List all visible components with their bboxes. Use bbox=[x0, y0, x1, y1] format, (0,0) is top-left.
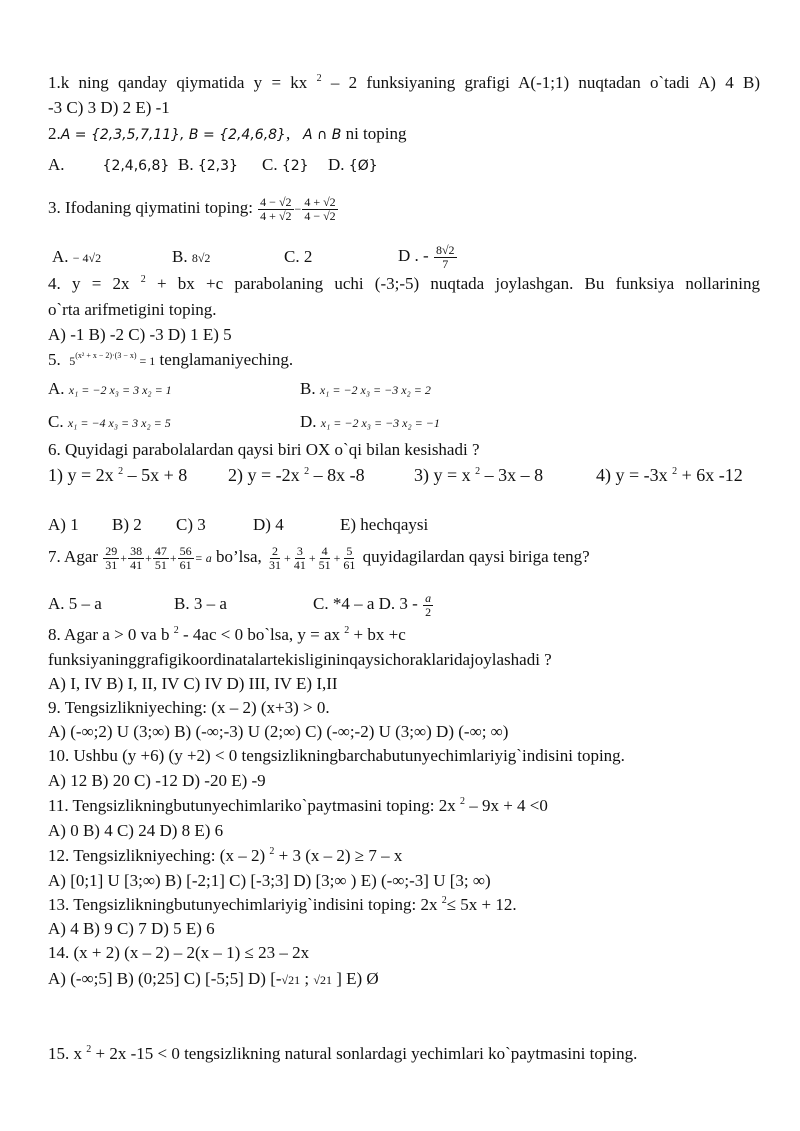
q2-number: 2. bbox=[48, 124, 61, 143]
q5-opt-b: B. x₁ = −2 x₃ = −3 x₂ = 2 bbox=[300, 379, 431, 398]
question-15: 15. x $^2$ + 2x -15 < 0 tengsizlikning natural sonlardagi yechimlari ko`paytmasini toping. bbox=[48, 1044, 638, 1063]
q3-opt-b: B. 8√2 bbox=[172, 247, 211, 266]
q7-opt-c-d: C. *4 – a D. 3 - $\frac{a}{2}$ bbox=[313, 590, 432, 619]
q2-tail: ni toping bbox=[341, 124, 407, 143]
q8-options: A) I, IV B) I, II, IV C) IV D) III, IV E) I,II bbox=[48, 674, 338, 693]
q2-opt-b: B. {2,3} bbox=[178, 155, 238, 174]
q1-text: 1.k ning qanday qiymatida y = kx bbox=[48, 73, 317, 92]
q10-options: A) 12 B) 20 C) -12 D) -20 E) -9 bbox=[48, 771, 266, 790]
q1-text-end: – 2 funksiyaning grafigi A(-1;1) nuqtadan o`tadi A) 4 B) bbox=[321, 73, 760, 92]
set-a: A = {2,3,5,7,11} bbox=[60, 127, 181, 143]
q9-options: A) (-∞;2) U (3;∞) B) (-∞;-3) U (2;∞) C) (-∞;-2) U (3;∞) D) (-∞; ∞) bbox=[48, 722, 509, 741]
set-b: , B = {2,4,6,8} bbox=[180, 127, 286, 143]
q3-opt-c: C. 2 bbox=[284, 247, 313, 266]
q6-opt-b: B) 2 bbox=[112, 515, 142, 534]
q1-exponent: 2 bbox=[316, 73, 322, 84]
q3-fraction-1: $\frac{4 - √2}{4 + √2}$ bbox=[260, 194, 292, 223]
question-4: 4. y = 2x $^2$ + bx +c parabolaning uchi (-3;-5) nuqtada joylashgan. Bu funksiya nollarining bbox=[48, 274, 760, 293]
question-12: 12. Tengsizlikniyeching: (x – 2) $^2$ + 3 (x – 2) ≥ 7 – x bbox=[48, 846, 403, 865]
question-11: 11. Tengsizlikningbutunyechimlariko`paytmasini toping: 2x $^2$ – 9x + 4 <0 bbox=[48, 796, 548, 815]
question-2 bbox=[48, 123, 406, 146]
q6-opt-d: D) 4 bbox=[253, 515, 284, 534]
q8-text-2: funksiyaninggrafigikoordinatalartekisligininqaysichoraklaridajoylashadi ? bbox=[48, 650, 552, 669]
q14-options: A) (-∞;5] B) (0;25] C) [-5;5] D) [-√21 ; √21 ] E) Ø bbox=[48, 969, 379, 988]
q13-options: A) 4 B) 9 C) 7 D) 5 E) 6 bbox=[48, 919, 215, 938]
q3-text: 3. Ifodaning qiymatini toping: bbox=[48, 198, 253, 217]
question-6: 6. Quyidagi parabolalardan qaysi biri OX o`qi bilan kesishadi ? bbox=[48, 440, 480, 459]
q5-opt-c: C. x₁ = −4 x₃ = 3 x₂ = 5 bbox=[48, 412, 171, 431]
q3-fraction-2: $\frac{4 + √2}{4 - √2}$ bbox=[304, 194, 336, 223]
question-3 bbox=[48, 193, 339, 224]
question-7: 7. Agar $\frac{29}{31}$ + $\frac{38}{41}$ + $\frac{47}{51}$ + $\frac{56}{61}$ = a bo’lsa, $\frac{2}{31}$ + $\frac{3}{41}$ + $\frac{4}{51}$ + $\frac{5}{61}$ quyidagilardan qaysi biriga teng? bbox=[48, 543, 590, 572]
q7-opt-b: B. 3 – a bbox=[174, 594, 227, 613]
q6-parabola-3: 3) y = x $^2$ – 3x – 8 bbox=[414, 465, 544, 485]
question-1 bbox=[48, 72, 760, 94]
q4-text-2: o`rta arifmetigini toping. bbox=[48, 300, 217, 319]
q6-opt-c: C) 3 bbox=[176, 515, 206, 534]
question-8: 8. Agar a > 0 va b $^2$ - 4ac < 0 bo`lsa, y = ax $^2$ + bx +c bbox=[48, 625, 406, 644]
q6-parabola-1: 1) y = 2x $^2$ – 5x + 8 bbox=[48, 465, 188, 485]
intersection: A ∩ B bbox=[302, 127, 342, 143]
q2-opt-a: A. {2,4,6,8} bbox=[48, 155, 170, 174]
question-13: 13. Tengsizlikningbutunyechimlariyig`indisini toping: 2x $^2$≤ 5x + 12. bbox=[48, 895, 517, 914]
q3-opt-a: A. − 4√2 bbox=[52, 247, 102, 266]
q4-options: A) -1 B) -2 C) -3 D) 1 E) 5 bbox=[48, 325, 232, 344]
q6-opt-a: A) 1 bbox=[48, 515, 79, 534]
q5-opt-d: D. x₁ = −2 x₃ = −3 x₂ = −1 bbox=[300, 412, 440, 431]
minus-sign: − bbox=[294, 202, 302, 216]
q3-opt-d: D . - $\frac{8√2}{7}$ bbox=[398, 242, 455, 271]
q5-opt-a: A. x₁ = −2 x₃ = 3 x₂ = 1 bbox=[48, 379, 172, 398]
q7-opt-a: A. 5 – a bbox=[48, 594, 102, 613]
q12-options: A) [0;1] U [3;∞) B) [-2;1] C) [-3;3] D) [3;∞ ) E) (-∞;-3] U [3; ∞) bbox=[48, 871, 491, 890]
question-5: 5. $5^{(x^2 + x - 2)\cdot(3 - x)} = 1$ tenglamaniyeching. bbox=[48, 350, 294, 369]
question-10: 10. Ushbu (y +6) (y +2) < 0 tengsizlikningbarchabutunyechimlariyig`indisini toping. bbox=[48, 746, 625, 765]
q11-options: A) 0 B) 4 C) 24 D) 8 E) 6 bbox=[48, 821, 224, 840]
question-14: 14. (x + 2) (x – 2) – 2(x – 1) ≤ 23 – 2x bbox=[48, 943, 310, 962]
question-9: 9. Tengsizlikniyeching: (x – 2) (x+3) > 0. bbox=[48, 698, 330, 717]
q2-opt-d: D. {Ø} bbox=[328, 155, 378, 174]
q6-parabola-2: 2) y = -2x $^2$ – 8x -8 bbox=[228, 465, 365, 485]
q6-parabola-4: 4) y = -3x $^2$ + 6x -12 bbox=[596, 465, 743, 485]
q2-opt-c: C. {2} bbox=[262, 155, 309, 174]
q6-opt-e: E) hechqaysi bbox=[340, 515, 429, 534]
q1-options: -3 C) 3 D) 2 E) -1 bbox=[48, 98, 170, 117]
q2-separator: , bbox=[285, 124, 291, 143]
